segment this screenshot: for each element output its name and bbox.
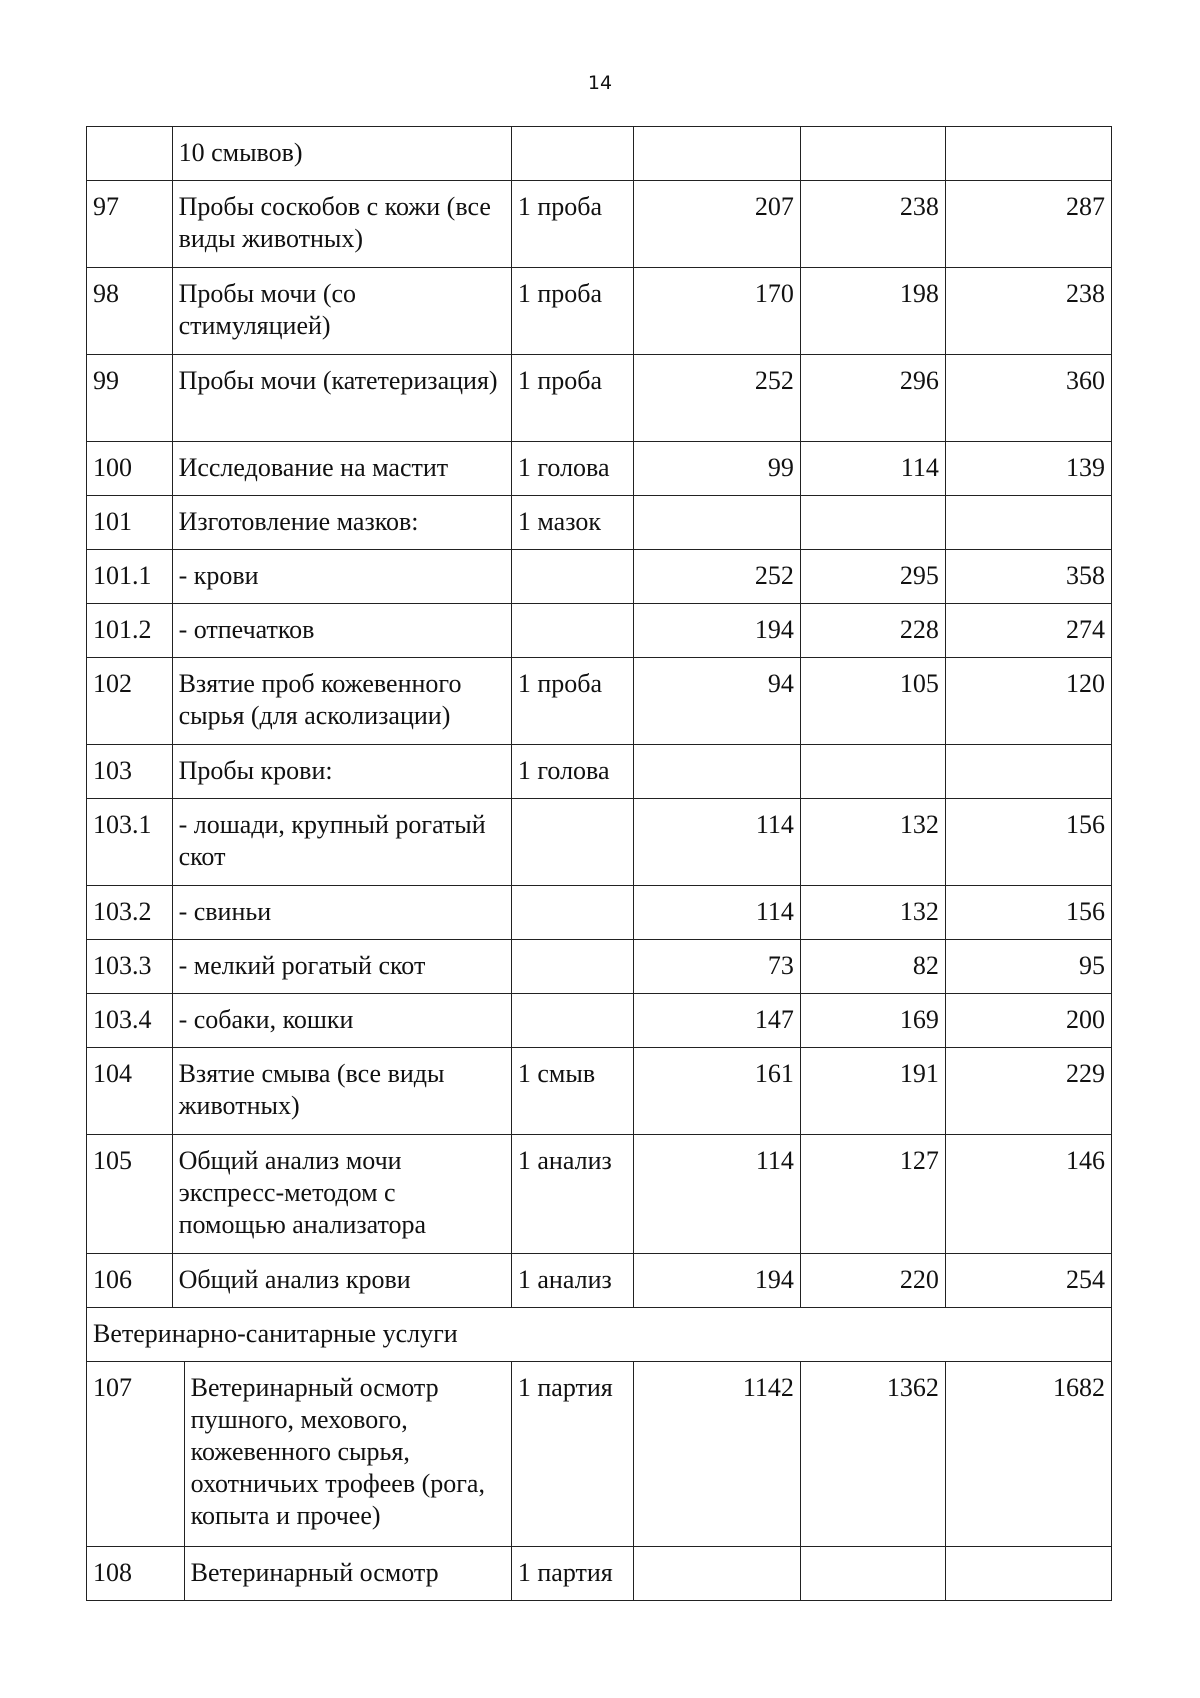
price-cell-2 bbox=[800, 1547, 945, 1601]
price-cell-2: 1362 bbox=[800, 1362, 945, 1547]
row-number-cell: 105 bbox=[87, 1135, 173, 1254]
table-row bbox=[87, 442, 1112, 496]
price-cell-2: 191 bbox=[800, 1048, 945, 1135]
price-cell-2 bbox=[800, 496, 945, 550]
row-number-cell: 97 bbox=[87, 181, 173, 268]
table-row bbox=[87, 127, 1112, 181]
price-cell-1 bbox=[633, 745, 800, 799]
price-cell-2: 169 bbox=[800, 994, 945, 1048]
table-row bbox=[87, 496, 1112, 550]
unit-cell bbox=[511, 799, 633, 886]
price-cell-1: 94 bbox=[633, 658, 800, 745]
row-number-cell: 101.2 bbox=[87, 604, 173, 658]
service-name-cell: Пробы мочи (со стимуляцией) bbox=[172, 268, 511, 355]
unit-cell bbox=[511, 994, 633, 1048]
service-name-cell: - крови bbox=[172, 550, 511, 604]
row-number-cell: 101 bbox=[87, 496, 173, 550]
price-cell-1: 99 bbox=[633, 442, 800, 496]
price-cell-1: 1142 bbox=[633, 1362, 800, 1547]
service-name-cell: Пробы соскобов с кожи (все виды животных) bbox=[172, 181, 511, 268]
price-cell-3: 156 bbox=[945, 886, 1111, 940]
table-row bbox=[87, 1135, 1112, 1254]
unit-cell bbox=[511, 127, 633, 181]
price-cell-2: 82 bbox=[800, 940, 945, 994]
row-number-cell: 107 bbox=[87, 1362, 185, 1547]
unit-cell bbox=[511, 604, 633, 658]
price-cell-1: 252 bbox=[633, 355, 800, 442]
price-cell-1: 114 bbox=[633, 1135, 800, 1254]
unit-cell: 1 проба bbox=[511, 658, 633, 745]
service-name-cell: Исследование на мастит bbox=[172, 442, 511, 496]
price-cell-2: 132 bbox=[800, 799, 945, 886]
service-name-cell: Пробы крови: bbox=[172, 745, 511, 799]
row-number-cell: 100 bbox=[87, 442, 173, 496]
section-row bbox=[87, 1308, 1112, 1362]
price-cell-3: 120 bbox=[945, 658, 1111, 745]
price-cell-2: 220 bbox=[800, 1254, 945, 1308]
unit-cell: 1 мазок bbox=[511, 496, 633, 550]
price-cell-3: 287 bbox=[945, 181, 1111, 268]
price-cell-3: 95 bbox=[945, 940, 1111, 994]
unit-cell: 1 партия bbox=[511, 1362, 633, 1547]
price-cell-3 bbox=[945, 745, 1111, 799]
table-row bbox=[87, 268, 1112, 355]
price-cell-2: 295 bbox=[800, 550, 945, 604]
unit-cell bbox=[511, 940, 633, 994]
unit-cell: 1 проба bbox=[511, 355, 633, 442]
service-name-cell: 10 смывов) bbox=[172, 127, 511, 181]
service-name-cell: Изготовление мазков: bbox=[172, 496, 511, 550]
service-name-cell: - отпечатков bbox=[172, 604, 511, 658]
page-number: 14 bbox=[587, 72, 613, 94]
price-cell-3: 360 bbox=[945, 355, 1111, 442]
unit-cell: 1 проба bbox=[511, 181, 633, 268]
unit-cell bbox=[511, 886, 633, 940]
price-cell-3: 139 bbox=[945, 442, 1111, 496]
row-number-cell bbox=[87, 127, 173, 181]
price-cell-1: 194 bbox=[633, 1254, 800, 1308]
unit-cell: 1 смыв bbox=[511, 1048, 633, 1135]
price-cell-2: 198 bbox=[800, 268, 945, 355]
row-number-cell: 104 bbox=[87, 1048, 173, 1135]
price-cell-1 bbox=[633, 1547, 800, 1601]
price-cell-3: 200 bbox=[945, 994, 1111, 1048]
service-name-cell: Общий анализ мочи экспресс-методом с помощью анализатора bbox=[172, 1135, 511, 1254]
table-row bbox=[87, 355, 1112, 442]
row-number-cell: 102 bbox=[87, 658, 173, 745]
price-cell-1: 252 bbox=[633, 550, 800, 604]
table-row bbox=[87, 550, 1112, 604]
price-cell-3: 1682 bbox=[945, 1362, 1111, 1547]
row-number-cell: 108 bbox=[87, 1547, 185, 1601]
price-cell-3: 146 bbox=[945, 1135, 1111, 1254]
table-row bbox=[87, 604, 1112, 658]
row-number-cell: 103.4 bbox=[87, 994, 173, 1048]
service-name-cell: - лошади, крупный рогатый скот bbox=[172, 799, 511, 886]
service-name-cell: Взятие проб кожевенного сырья (для асколизации) bbox=[172, 658, 511, 745]
price-cell-1: 114 bbox=[633, 886, 800, 940]
table-row bbox=[87, 940, 1112, 994]
price-cell-3 bbox=[945, 1547, 1111, 1601]
price-cell-3: 274 bbox=[945, 604, 1111, 658]
table-row bbox=[87, 745, 1112, 799]
table-body bbox=[87, 127, 1112, 1601]
price-cell-2 bbox=[800, 127, 945, 181]
table-row bbox=[87, 181, 1112, 268]
row-number-cell: 99 bbox=[87, 355, 173, 442]
row-number-cell: 103 bbox=[87, 745, 173, 799]
row-number-cell: 103.3 bbox=[87, 940, 173, 994]
table-row bbox=[87, 799, 1112, 886]
service-name-cell: Ветеринарный осмотр bbox=[184, 1547, 511, 1601]
price-cell-1: 73 bbox=[633, 940, 800, 994]
row-number-cell: 98 bbox=[87, 268, 173, 355]
table-row bbox=[87, 1547, 1112, 1601]
table-row bbox=[87, 1048, 1112, 1135]
price-cell-1: 194 bbox=[633, 604, 800, 658]
price-cell-1: 147 bbox=[633, 994, 800, 1048]
price-cell-3: 254 bbox=[945, 1254, 1111, 1308]
price-cell-3 bbox=[945, 127, 1111, 181]
price-cell-2: 114 bbox=[800, 442, 945, 496]
price-cell-1: 114 bbox=[633, 799, 800, 886]
unit-cell: 1 голова bbox=[511, 442, 633, 496]
service-name-cell: Ветеринарный осмотр пушного, мехового, кожевенного сырья, охотничьих трофеев (рога, копыта и прочее) bbox=[184, 1362, 511, 1547]
row-number-cell: 103.1 bbox=[87, 799, 173, 886]
price-cell-1: 207 bbox=[633, 181, 800, 268]
unit-cell: 1 голова bbox=[511, 745, 633, 799]
service-name-cell: Взятие смыва (все виды животных) bbox=[172, 1048, 511, 1135]
table-row bbox=[87, 658, 1112, 745]
price-cell-2: 127 bbox=[800, 1135, 945, 1254]
price-cell-2 bbox=[800, 745, 945, 799]
price-cell-2: 132 bbox=[800, 886, 945, 940]
price-table bbox=[86, 126, 1112, 1601]
service-name-cell: Пробы мочи (катетеризация) bbox=[172, 355, 511, 442]
service-name-cell: Общий анализ крови bbox=[172, 1254, 511, 1308]
service-name-cell: - собаки, кошки bbox=[172, 994, 511, 1048]
price-cell-2: 238 bbox=[800, 181, 945, 268]
unit-cell: 1 партия bbox=[511, 1547, 633, 1601]
row-number-cell: 106 bbox=[87, 1254, 173, 1308]
unit-cell: 1 анализ bbox=[511, 1135, 633, 1254]
table-row bbox=[87, 994, 1112, 1048]
row-number-cell: 101.1 bbox=[87, 550, 173, 604]
table-row bbox=[87, 1362, 1112, 1547]
unit-cell: 1 проба bbox=[511, 268, 633, 355]
price-cell-1 bbox=[633, 127, 800, 181]
price-cell-1: 170 bbox=[633, 268, 800, 355]
price-cell-1: 161 bbox=[633, 1048, 800, 1135]
service-name-cell: - свиньи bbox=[172, 886, 511, 940]
price-cell-2: 296 bbox=[800, 355, 945, 442]
price-cell-3: 238 bbox=[945, 268, 1111, 355]
row-number-cell: 103.2 bbox=[87, 886, 173, 940]
section-title: Ветеринарно-санитарные услуги bbox=[87, 1308, 1112, 1362]
unit-cell bbox=[511, 550, 633, 604]
price-cell-2: 105 bbox=[800, 658, 945, 745]
service-name-cell: - мелкий рогатый скот bbox=[172, 940, 511, 994]
table-row bbox=[87, 886, 1112, 940]
price-cell-3 bbox=[945, 496, 1111, 550]
unit-cell: 1 анализ bbox=[511, 1254, 633, 1308]
price-cell-2: 228 bbox=[800, 604, 945, 658]
price-cell-3: 156 bbox=[945, 799, 1111, 886]
table-row bbox=[87, 1254, 1112, 1308]
price-cell-3: 358 bbox=[945, 550, 1111, 604]
price-cell-1 bbox=[633, 496, 800, 550]
price-cell-3: 229 bbox=[945, 1048, 1111, 1135]
